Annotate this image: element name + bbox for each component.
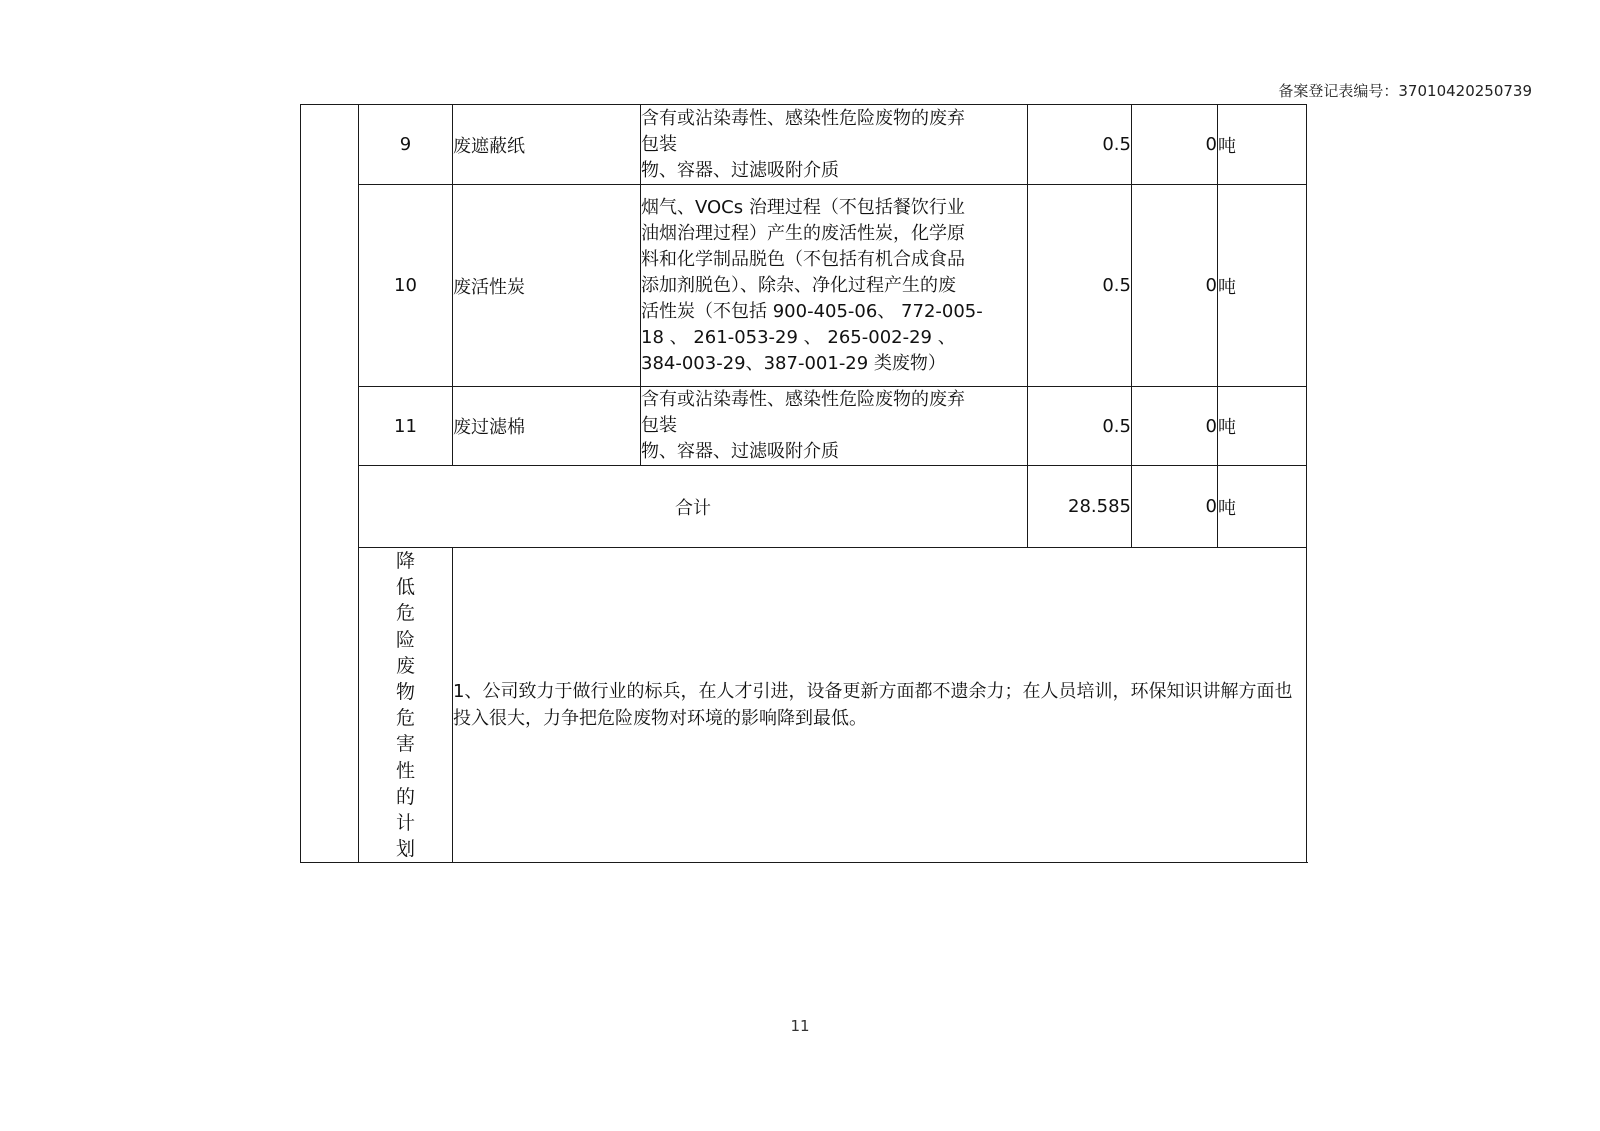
generated-amount: 0.5: [1028, 387, 1132, 466]
description-line: 包装: [641, 133, 677, 155]
description-line: 包装: [641, 415, 677, 436]
description-line: 油烟治理过程）产生的废活性炭，化学原: [641, 222, 965, 244]
registration-label: 备案登记表编号：: [1278, 82, 1399, 100]
plan-content: [453, 548, 1307, 863]
page-number: 11: [790, 1017, 810, 1035]
plan-label: [359, 548, 453, 863]
plan-label-char: 害: [395, 733, 415, 756]
generated-amount: 0.5: [1028, 185, 1132, 387]
plan-label-char: 的: [395, 785, 415, 808]
plan-label-char: 险: [395, 628, 415, 651]
row-number: 9: [359, 105, 453, 185]
table-row: [301, 185, 1307, 387]
description-line: 料和化学制品脱色（不包括有机合成食品: [641, 248, 965, 270]
unit: 吨: [1218, 185, 1307, 387]
description-line: 含有或沾染毒性、感染性危险废物的废弃: [641, 107, 965, 129]
waste-description: [641, 387, 1028, 466]
generated-amount: 0.5: [1028, 105, 1132, 185]
row-number: 11: [359, 387, 453, 466]
plan-label-char: 危: [395, 707, 415, 730]
plan-text-line: 1、公司致力于做行业的标兵，在人才引进，设备更新方面都不遗余力；在人员培训，环保知识讲解方面也: [453, 681, 1293, 703]
plan-label-char: 划: [395, 838, 415, 861]
total-label: 合计: [359, 466, 1028, 548]
description-line: 384-003-29、387-001-29 类废物）: [641, 352, 946, 374]
plan-text-line: 投入很大，力争把危险废物对环境的影响降到最低。: [453, 708, 867, 730]
plan-label-char: 低: [395, 576, 415, 599]
description-line: 烟气、VOCs 治理过程（不包括餐饮行业: [641, 196, 965, 218]
description-line: 18 、 261-053-29 、 265-002-29 、: [641, 326, 956, 348]
unit: 吨: [1218, 105, 1307, 185]
total-stored-amount: 0: [1132, 466, 1218, 548]
category-cell: [301, 105, 359, 863]
table-row: [301, 387, 1307, 466]
plan-label-char: 废: [395, 654, 415, 677]
plan-label-char: 降: [395, 550, 415, 572]
registration-value: 37010420250739: [1398, 82, 1532, 100]
row-number: 10: [359, 185, 453, 387]
stored-amount: 0: [1132, 105, 1218, 185]
plan-label-char: 危: [395, 602, 415, 625]
description-line: 物、容器、过滤吸附介质: [641, 159, 839, 181]
plan-label-char: 性: [395, 759, 415, 782]
plan-row: [301, 548, 1307, 863]
waste-name: 废遮蔽纸: [453, 105, 641, 185]
waste-description: [641, 105, 1028, 185]
registration-number: [1278, 80, 1532, 101]
stored-amount: 0: [1132, 185, 1218, 387]
plan-label-char: 计: [395, 812, 415, 835]
total-generated-amount: 28.585: [1028, 466, 1132, 548]
total-unit: 吨: [1218, 466, 1307, 548]
total-row: [301, 466, 1307, 548]
waste-name: 废活性炭: [453, 185, 641, 387]
description-line: 物、容器、过滤吸附介质: [641, 441, 839, 462]
hazardous-waste-table: [300, 104, 1307, 863]
table-row: [301, 105, 1307, 185]
unit: 吨: [1218, 387, 1307, 466]
waste-name: 废过滤棉: [453, 387, 641, 466]
description-line: 活性炭（不包括 900-405-06、 772-005-: [641, 300, 983, 322]
description-line: 添加剂脱色）、除杂、净化过程产生的废: [641, 274, 956, 296]
description-line: 含有或沾染毒性、感染性危险废物的废弃: [641, 389, 965, 410]
plan-label-char: 物: [395, 681, 415, 704]
waste-description: [641, 185, 1028, 387]
stored-amount: 0: [1132, 387, 1218, 466]
